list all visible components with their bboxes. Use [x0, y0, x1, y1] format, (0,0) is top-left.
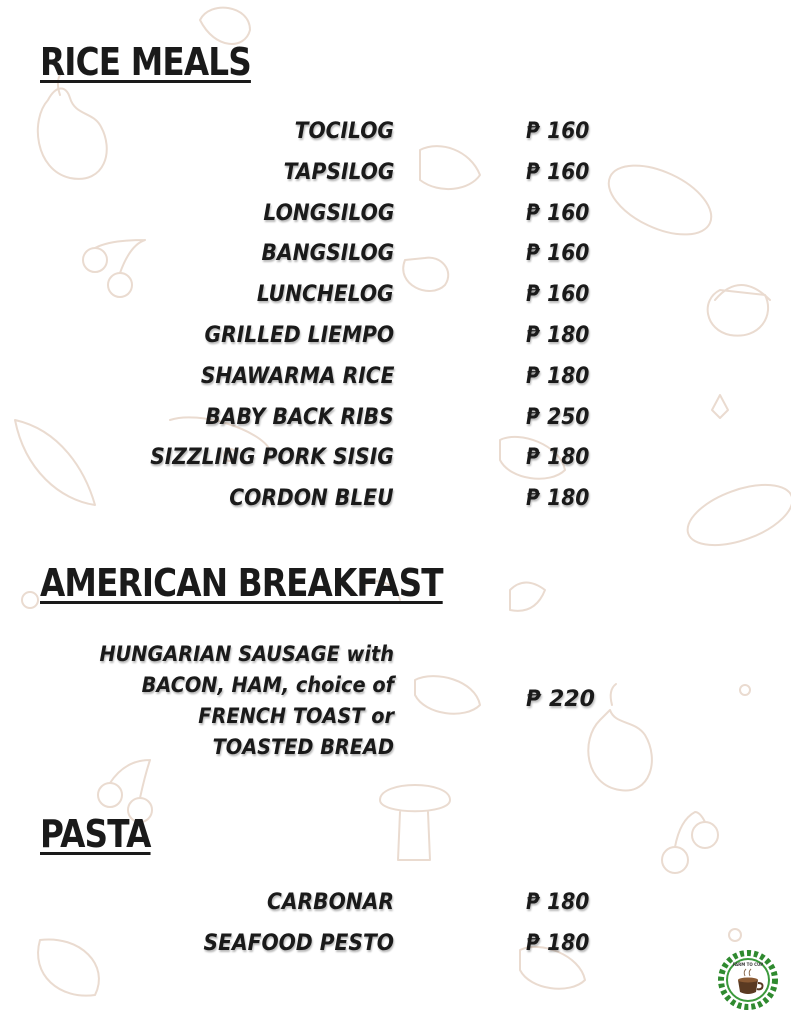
item-price: ₱ 160 — [526, 159, 590, 185]
item-name: LONGSILOG — [262, 200, 394, 226]
section-title-rice-meals: RICE MEALS — [40, 40, 251, 84]
pasta-list — [0, 889, 791, 971]
menu-item — [0, 281, 791, 322]
item-name: SEAFOOD PESTO — [203, 930, 394, 956]
menu-item — [0, 118, 791, 159]
item-name: GRILLED LIEMPO — [204, 322, 394, 348]
breakfast-line: FRENCH TOAST or — [198, 704, 394, 728]
item-name: TOCILOG — [294, 119, 394, 144]
farm-to-cup-logo — [718, 950, 778, 1010]
menu-item — [0, 363, 791, 404]
menu-item — [0, 200, 791, 241]
menu-item — [0, 240, 791, 281]
rice-meals-list — [0, 118, 791, 526]
item-price: ₱ 180 — [526, 890, 590, 915]
breakfast-line: BACON, HAM, choice of — [141, 673, 394, 697]
coffee-cup-icon — [718, 950, 778, 1010]
item-name: CARBONAR — [267, 890, 394, 915]
item-name: SIZZLING PORK SISIG — [150, 445, 394, 471]
item-name: BABY BACK RIBS — [205, 404, 394, 430]
menu-item — [0, 930, 791, 971]
item-name: LUNCHELOG — [257, 282, 394, 308]
item-price: ₱ 160 — [526, 282, 590, 308]
menu-item — [0, 889, 791, 930]
item-price: ₱ 160 — [526, 241, 590, 267]
breakfast-line: TOASTED BREAD — [212, 735, 394, 759]
section-title-pasta: PASTA — [40, 812, 151, 856]
breakfast-item-description — [63, 639, 394, 763]
section-title-american-breakfast: AMERICAN BREAKFAST — [40, 561, 443, 605]
item-name: CORDON BLEU — [229, 486, 394, 512]
item-price: ₱ 250 — [526, 404, 590, 430]
item-name: BANGSILOG — [261, 241, 394, 267]
logo-text: FARM TO CUP — [732, 962, 764, 967]
item-price: ₱ 180 — [526, 486, 590, 512]
item-price: ₱ 180 — [526, 322, 590, 348]
item-name: SHAWARMA RICE — [200, 363, 394, 389]
item-name: TAPSILOG — [283, 159, 394, 185]
item-price: ₱ 160 — [526, 200, 590, 226]
menu-item — [0, 322, 791, 363]
menu-item — [0, 485, 791, 526]
breakfast-line: HUNGARIAN SAUSAGE with — [99, 642, 394, 666]
menu-item — [0, 444, 791, 485]
menu-item — [0, 159, 791, 200]
breakfast-item-price: ₱ 220 — [526, 687, 595, 712]
item-price: ₱ 160 — [526, 119, 590, 144]
menu-item — [0, 404, 791, 445]
item-price: ₱ 180 — [526, 445, 590, 471]
item-price: ₱ 180 — [526, 930, 590, 956]
item-price: ₱ 180 — [526, 363, 590, 389]
